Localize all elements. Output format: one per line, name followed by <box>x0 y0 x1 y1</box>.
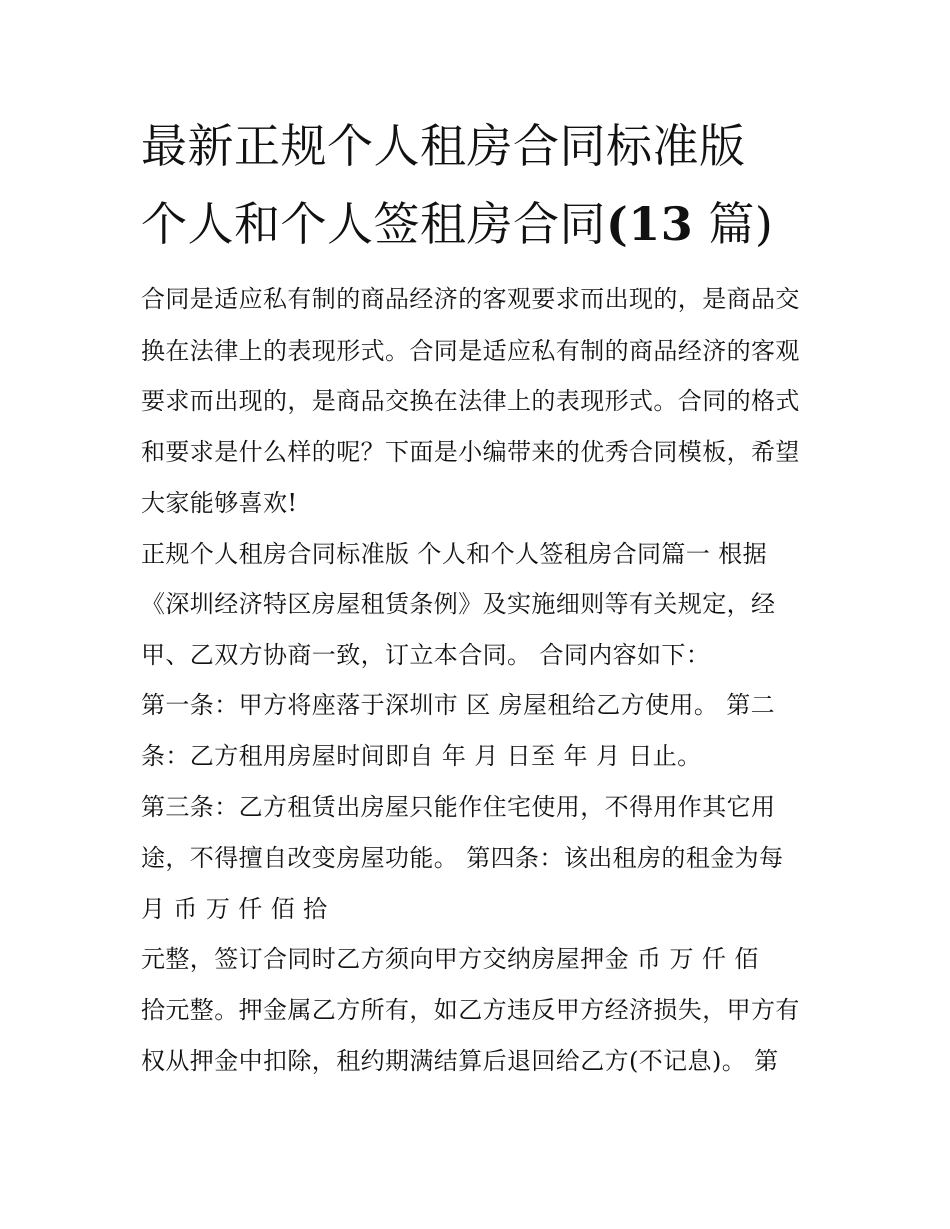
body-line-14: 元整，签订合同时乙方须向甲方交纳房屋押金 币 万 仟 佰 <box>141 945 759 973</box>
body-line-1: 合同是适应私有制的商品经济的客观要求而出现的，是商品交 <box>141 285 800 313</box>
body-line-6: 正规个人租房合同标准版 个人和个人签租房合同篇一 根据 <box>141 540 768 568</box>
body-line-3: 要求而出现的，是商品交换在法律上的表现形式。合同的格式 <box>141 387 800 415</box>
body-line-7: 《深圳经济特区房屋租赁条例》及实施细则等有关规定，经 <box>141 590 776 618</box>
document-title-line-1 <box>141 118 821 174</box>
title-text-2: 个人和个人签租房合同 <box>141 197 606 251</box>
body-line-2: 换在法律上的表现形式。合同是适应私有制的商品经济的客观 <box>141 337 800 365</box>
body-line-12: 途，不得擅自改变房屋功能。 第四条：该出租房的租金为每 <box>141 844 784 872</box>
body-line-8: 甲、乙双方协商一致，订立本合同。 合同内容如下： <box>141 641 711 669</box>
body-line-10: 条：乙方租用房屋时间即自 年 月 日至 年 月 日止。 <box>141 742 702 770</box>
title-end <box>693 197 708 251</box>
body-line-13: 月 币 万 仟 佰 拾 <box>141 895 328 923</box>
body-line-9: 第一条：甲方将座落于深圳市 区 房屋租给乙方使用。 第二 <box>141 691 776 719</box>
document-title-line-2 <box>141 196 821 252</box>
body-line-11: 第三条：乙方租赁出房屋只能作住宅使用，不得用作其它用 <box>141 793 776 821</box>
title-text-1: 最新正规个人租房合同标准版 <box>141 119 746 173</box>
body-line-5: 大家能够喜欢! <box>141 489 298 517</box>
body-line-15: 拾元整。押金属乙方所有，如乙方违反甲方经济损失，甲方有 <box>141 996 800 1024</box>
title-unit: 篇) <box>708 197 774 251</box>
body-line-4: 和要求是什么样的呢？下面是小编带来的优秀合同模板，希望 <box>141 438 800 466</box>
title-count: (13 <box>606 197 694 251</box>
body-line-16: 权从押金中扣除，租约期满结算后退回给乙方(不记息)。 第 <box>141 1047 779 1075</box>
